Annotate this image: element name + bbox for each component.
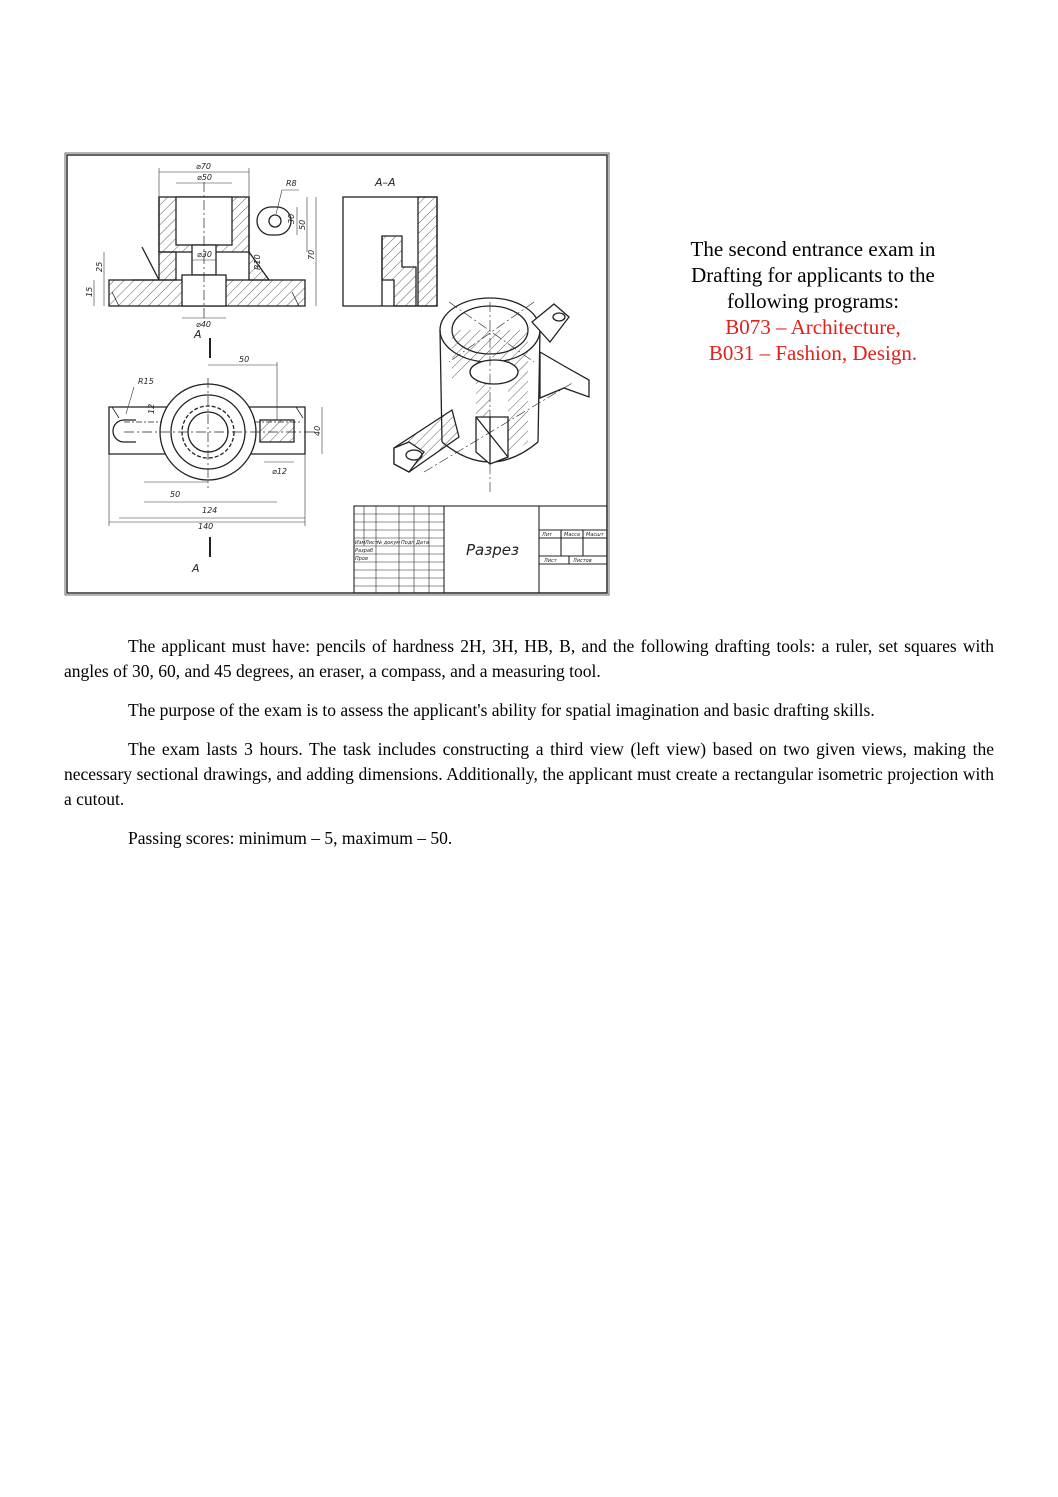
program-architecture: B073 – Architecture, — [725, 315, 901, 339]
dim-r10: R10 — [253, 254, 262, 270]
cut-mark-bottom: A — [192, 562, 200, 575]
section-label: A–A — [375, 176, 396, 189]
tb-cell-lit: Лит — [542, 532, 552, 538]
tb-left-developed: Разраб — [355, 548, 374, 554]
exam-description — [64, 634, 994, 865]
dim-d40: ⌀40 — [196, 320, 211, 329]
program-fashion-design: B031 – Fashion, Design. — [708, 341, 918, 365]
title-block-name: Разрез — [466, 541, 519, 559]
exam-title-line-2: Drafting for applicants to the — [691, 263, 935, 287]
tb-cell-sheet: Лист — [544, 558, 557, 564]
dim-d50: ⌀50 — [197, 173, 212, 182]
dim-h70: 70 — [307, 249, 316, 260]
technical-drawing — [64, 152, 610, 596]
dim-w124: 124 — [202, 506, 218, 515]
paragraph-task: The exam lasts 3 hours. The task includes constructing a third view (left view) based on two given views, making the necessary sectional drawings, and adding dimensions. Additionally, the applicant must create a rectangular isometric projection with a cutout. — [64, 739, 994, 809]
tb-left-doc: № докум — [377, 540, 401, 546]
paragraph-scores: Passing scores: minimum – 5, maximum – 50. — [128, 828, 453, 848]
dim-h15: 15 — [85, 286, 94, 297]
tb-cell-scale: Масшт — [586, 532, 604, 538]
dim-h30: 30 — [287, 213, 296, 224]
dim-d70: ⌀70 — [196, 162, 211, 171]
isometric-view — [394, 298, 589, 492]
dim-r15: R15 — [138, 377, 154, 386]
cut-mark-top: A — [194, 328, 202, 341]
tb-left-izm: Изм — [355, 540, 366, 546]
tb-left-date: Дата — [416, 540, 429, 546]
dim-h40: 40 — [313, 425, 322, 436]
dim-w50-top: 50 — [239, 355, 250, 364]
tb-left-sheet: Лист — [365, 540, 378, 546]
dim-w140: 140 — [198, 522, 214, 531]
dim-w50-bottom: 50 — [170, 490, 181, 499]
tb-left-sign: Подп — [401, 540, 415, 546]
dim-r8: R8 — [286, 179, 297, 188]
dim-h50: 50 — [298, 219, 307, 230]
paragraph-tools: The applicant must have: pencils of hardness 2H, 3H, HB, B, and the following drafting tools: a ruler, set squares with angles of 30, 60, and 45 degrees, an eraser, a compass, and a measuring tool. — [64, 636, 994, 681]
dim-h25: 25 — [95, 261, 104, 272]
tb-left-checked: Пров — [355, 556, 368, 562]
exam-title-line-1: The second entrance exam in — [690, 237, 936, 261]
dim-h12: 12 — [147, 403, 156, 414]
paragraph-purpose: The purpose of the exam is to assess the applicant's ability for spatial imagination and basic drafting skills. — [128, 700, 875, 720]
exam-title-line-3: following programs: — [726, 289, 900, 313]
dim-d30: ⌀30 — [197, 250, 212, 259]
tb-cell-mass: Масса — [564, 532, 580, 538]
section-view-a-a — [343, 197, 437, 306]
exam-title — [640, 236, 986, 366]
tb-cell-sheets: Листов — [573, 558, 592, 564]
dim-d12: ⌀12 — [272, 467, 287, 476]
